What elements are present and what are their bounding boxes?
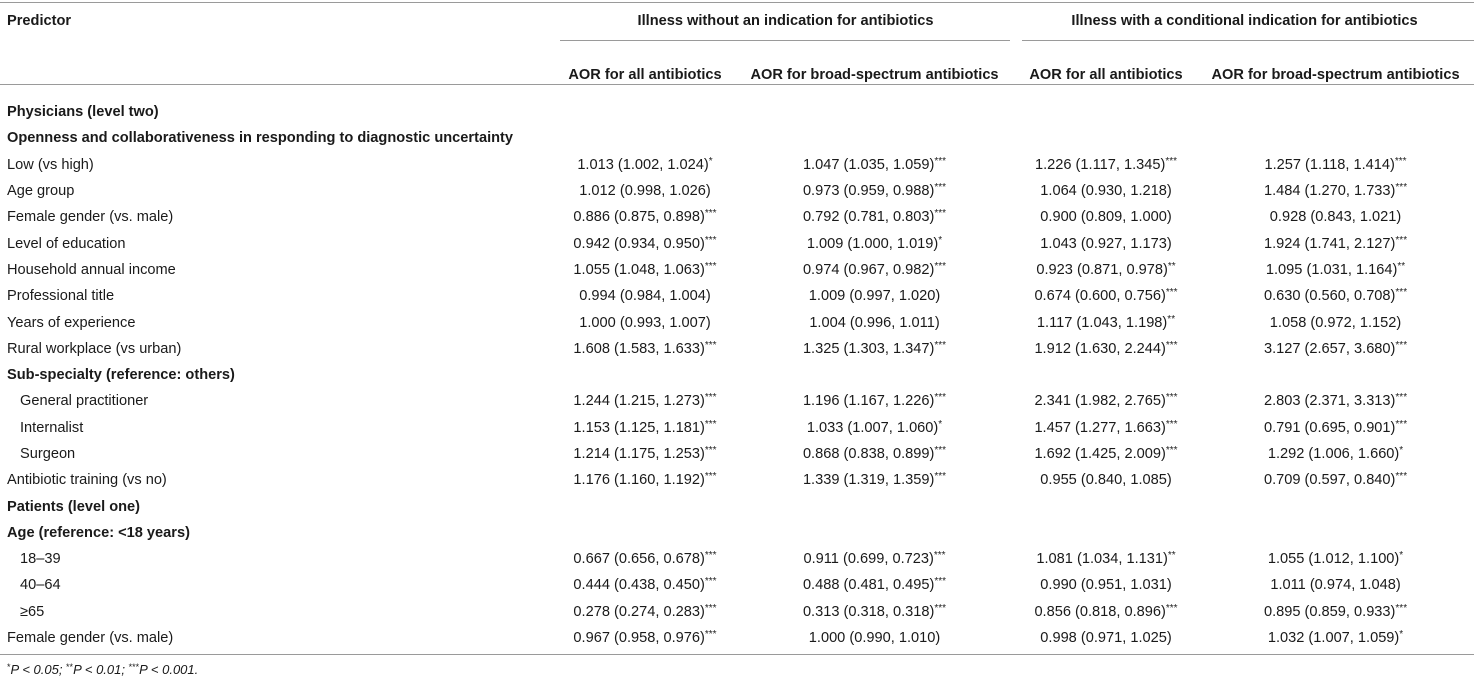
aor-cell bbox=[1015, 230, 1197, 256]
aor-cell bbox=[556, 441, 734, 467]
significance-marker: *** bbox=[1165, 287, 1178, 299]
aor-cell bbox=[1197, 388, 1474, 414]
table-row bbox=[0, 336, 1474, 362]
aor-value: 1.009 (1.000, 1.019) bbox=[806, 235, 939, 252]
significance-marker: * bbox=[1399, 445, 1404, 456]
significance-marker: *** bbox=[934, 392, 947, 404]
table-body bbox=[0, 99, 1474, 651]
aor-value: 0.313 (0.318, 0.318) bbox=[802, 603, 935, 620]
aor-cell bbox=[734, 257, 1015, 283]
aor-value: 1.032 (1.007, 1.059) bbox=[1267, 630, 1400, 647]
significance-marker: *** bbox=[934, 208, 947, 220]
table-row bbox=[0, 467, 1474, 493]
significance-marker: *** bbox=[704, 471, 717, 483]
aor-value: 2.803 (2.371, 3.313) bbox=[1263, 393, 1396, 410]
aor-value: 1.692 (1.425, 2.009) bbox=[1034, 446, 1166, 462]
table-row bbox=[0, 625, 1474, 651]
aor-value: 0.942 (0.934, 0.950) bbox=[573, 235, 705, 252]
aor-value: 1.004 (0.996, 1.011) bbox=[809, 314, 940, 331]
significance-marker: *** bbox=[934, 576, 947, 588]
table-row bbox=[0, 283, 1474, 309]
row-label: Low (vs high) bbox=[7, 156, 94, 173]
significance-marker: *** bbox=[934, 260, 947, 272]
aor-cell bbox=[734, 309, 1015, 335]
bottom-rule bbox=[0, 654, 1474, 655]
aor-value: 1.244 (1.215, 1.273) bbox=[573, 393, 705, 410]
row-label: Household annual income bbox=[7, 261, 176, 278]
significance-marker: ** bbox=[1397, 260, 1406, 272]
aor-value: 1.292 (1.006, 1.660) bbox=[1267, 446, 1400, 462]
aor-value: 0.928 (0.843, 1.021) bbox=[1269, 209, 1402, 226]
significance-marker: *** bbox=[704, 208, 717, 220]
aor-value: 1.000 (0.993, 1.007) bbox=[579, 314, 711, 331]
row-label: Years of experience bbox=[7, 314, 136, 331]
aor-cell bbox=[1197, 336, 1474, 362]
aor-cell bbox=[1015, 388, 1197, 414]
significance-marker: ** bbox=[1167, 313, 1176, 325]
table-row bbox=[0, 204, 1474, 230]
aor-cell bbox=[556, 467, 734, 493]
aor-value: 1.117 (1.043, 1.198) bbox=[1036, 314, 1168, 331]
aor-value: 0.967 (0.958, 0.976) bbox=[573, 630, 705, 647]
aor-value: 1.095 (1.031, 1.164) bbox=[1265, 261, 1398, 278]
aor-value: 0.856 (0.818, 0.896) bbox=[1034, 603, 1166, 620]
aor-cell bbox=[556, 625, 734, 651]
significance-marker: *** bbox=[704, 602, 717, 614]
aor-value: 1.012 (0.998, 1.026) bbox=[579, 183, 711, 200]
aor-value: 1.484 (1.270, 1.733) bbox=[1263, 183, 1396, 200]
aor-value: 1.000 (0.990, 1.010) bbox=[808, 630, 941, 647]
table-row bbox=[0, 415, 1474, 441]
table-row bbox=[0, 178, 1474, 204]
aor-cell bbox=[556, 309, 734, 335]
section-row bbox=[0, 125, 1474, 151]
aor-value: 1.064 (0.930, 1.218) bbox=[1040, 183, 1172, 200]
aor-cell bbox=[1015, 257, 1197, 283]
aor-value: 0.709 (0.597, 0.840) bbox=[1263, 472, 1396, 489]
aor-value: 0.998 (0.971, 1.025) bbox=[1040, 630, 1172, 647]
aor-cell bbox=[1197, 467, 1474, 493]
row-label: General practitioner bbox=[20, 393, 149, 410]
significance-marker: *** bbox=[704, 260, 717, 272]
row-label: Age group bbox=[7, 183, 75, 200]
significance-marker: *** bbox=[704, 234, 717, 246]
significance-marker: *** bbox=[934, 471, 947, 483]
aor-cell bbox=[734, 388, 1015, 414]
col-header: AOR for broad-spectrum antibiotics bbox=[750, 67, 999, 83]
aor-cell bbox=[1197, 152, 1474, 178]
significance-marker: *** bbox=[1165, 602, 1178, 614]
significance-marker: *** bbox=[934, 155, 947, 167]
aor-value: 0.792 (0.781, 0.803) bbox=[802, 209, 935, 226]
section-label: Patients (level one) bbox=[7, 498, 141, 515]
aor-cell bbox=[1015, 546, 1197, 572]
section-row bbox=[0, 520, 1474, 546]
aor-cell bbox=[734, 152, 1015, 178]
aor-value: 1.081 (1.034, 1.131) bbox=[1036, 551, 1168, 568]
significance-marker: * bbox=[938, 234, 943, 246]
significance-marker: *** bbox=[704, 418, 717, 430]
aor-cell bbox=[1197, 204, 1474, 230]
aor-value: 1.047 (1.035, 1.059) bbox=[802, 156, 935, 173]
section-row bbox=[0, 362, 1474, 388]
aor-cell bbox=[556, 336, 734, 362]
aor-value: 1.226 (1.117, 1.345) bbox=[1034, 156, 1166, 173]
aor-cell bbox=[1015, 283, 1197, 309]
aor-value: 1.013 (1.002, 1.024) bbox=[577, 156, 709, 173]
significance-marker: *** bbox=[934, 445, 947, 456]
table-row bbox=[0, 152, 1474, 178]
aor-value: 0.667 (0.656, 0.678) bbox=[573, 551, 705, 568]
aor-value: 0.791 (0.695, 0.901) bbox=[1263, 419, 1396, 436]
significance-marker: *** bbox=[1165, 155, 1178, 167]
aor-cell bbox=[1015, 625, 1197, 651]
row-label: Rural workplace (vs urban) bbox=[7, 340, 182, 357]
aor-value: 1.055 (1.048, 1.063) bbox=[573, 261, 705, 278]
aor-cell bbox=[556, 572, 734, 598]
aor-value: 0.674 (0.600, 0.756) bbox=[1034, 288, 1166, 305]
aor-value: 1.196 (1.167, 1.226) bbox=[802, 393, 935, 410]
aor-cell bbox=[1197, 415, 1474, 441]
section-label: Age (reference: <18 years) bbox=[7, 524, 190, 541]
aor-value: 0.630 (0.560, 0.708) bbox=[1263, 288, 1396, 305]
aor-cell bbox=[1197, 283, 1474, 309]
row-label: 18–39 bbox=[20, 551, 61, 568]
aor-cell bbox=[1015, 309, 1197, 335]
aor-value: 0.923 (0.871, 0.978) bbox=[1036, 261, 1168, 278]
aor-value: 0.868 (0.838, 0.899) bbox=[802, 446, 935, 462]
col-header: AOR for broad-spectrum antibiotics bbox=[1211, 67, 1460, 83]
aor-value: 1.214 (1.175, 1.253) bbox=[573, 446, 705, 462]
aor-cell bbox=[1197, 178, 1474, 204]
significance-marker: *** bbox=[1395, 392, 1408, 404]
significance-marker: *** bbox=[1395, 418, 1408, 430]
group2-header: Illness with a conditional indication for antibiotics bbox=[1071, 13, 1418, 29]
significance-marker: * bbox=[1399, 550, 1404, 562]
aor-cell bbox=[734, 599, 1015, 625]
aor-value: 1.325 (1.303, 1.347) bbox=[802, 340, 935, 357]
significance-marker: *** bbox=[1395, 339, 1408, 351]
aor-cell bbox=[734, 441, 1015, 467]
aor-value: 1.011 (0.974, 1.048) bbox=[1270, 577, 1401, 594]
aor-value: 0.974 (0.967, 0.982) bbox=[802, 261, 935, 278]
significance-marker: * bbox=[1399, 629, 1404, 641]
aor-cell bbox=[556, 152, 734, 178]
aor-cell bbox=[1015, 441, 1197, 467]
group1-header: Illness without an indication for antibiotics bbox=[637, 13, 934, 29]
aor-value: 1.153 (1.125, 1.181) bbox=[573, 419, 705, 436]
significance-marker: *** bbox=[1165, 339, 1178, 351]
aor-value: 0.488 (0.481, 0.495) bbox=[802, 577, 935, 594]
aor-cell bbox=[1197, 230, 1474, 256]
aor-cell bbox=[734, 230, 1015, 256]
significance-marker: *** bbox=[933, 550, 946, 562]
significance-marker: * bbox=[938, 418, 943, 430]
aor-value: 1.339 (1.319, 1.359) bbox=[802, 472, 935, 489]
table-row bbox=[0, 309, 1474, 335]
aor-cell bbox=[1197, 257, 1474, 283]
significance-marker: *** bbox=[1395, 234, 1408, 246]
row-label: Antibiotic training (vs no) bbox=[7, 472, 167, 489]
aor-value: 1.176 (1.160, 1.192) bbox=[573, 472, 705, 489]
aor-value: 0.895 (0.859, 0.933) bbox=[1263, 603, 1396, 620]
significance-marker: *** bbox=[704, 629, 717, 641]
aor-cell bbox=[556, 230, 734, 256]
table-row bbox=[0, 441, 1474, 467]
aor-value: 3.127 (2.657, 3.680) bbox=[1263, 340, 1396, 357]
table-row bbox=[0, 257, 1474, 283]
significance-marker: *** bbox=[934, 602, 947, 614]
aor-cell bbox=[734, 178, 1015, 204]
significance-marker: *** bbox=[704, 392, 717, 404]
significance-marker: *** bbox=[934, 339, 947, 351]
aor-cell bbox=[734, 204, 1015, 230]
aor-cell bbox=[556, 546, 734, 572]
header-row-columns bbox=[0, 57, 1474, 93]
aor-value: 0.886 (0.875, 0.898) bbox=[573, 209, 705, 226]
row-label: Professional title bbox=[7, 288, 115, 305]
significance-marker: *** bbox=[1165, 445, 1178, 456]
aor-value: 0.955 (0.840, 1.085) bbox=[1040, 472, 1172, 489]
aor-cell bbox=[1197, 441, 1474, 467]
aor-cell bbox=[1015, 152, 1197, 178]
aor-value: 1.043 (0.927, 1.173) bbox=[1040, 235, 1172, 252]
row-label: ≥65 bbox=[20, 603, 45, 620]
aor-cell bbox=[1015, 336, 1197, 362]
significance-marker: *** bbox=[1395, 287, 1408, 299]
table-row bbox=[0, 572, 1474, 598]
aor-cell bbox=[556, 388, 734, 414]
aor-value: 0.444 (0.438, 0.450) bbox=[573, 577, 705, 594]
col-header: AOR for all antibiotics bbox=[1029, 67, 1183, 83]
row-label: Surgeon bbox=[20, 446, 76, 462]
aor-cell bbox=[1015, 572, 1197, 598]
aor-value: 1.055 (1.012, 1.100) bbox=[1267, 551, 1400, 568]
significance-marker: *** bbox=[1165, 418, 1178, 430]
aor-cell bbox=[1015, 467, 1197, 493]
section-label: Physicians (level two) bbox=[7, 104, 159, 121]
aor-cell bbox=[1197, 599, 1474, 625]
significance-marker: * bbox=[708, 155, 713, 167]
significance-marker: *** bbox=[934, 182, 947, 194]
aor-value: 2.341 (1.982, 2.765) bbox=[1034, 393, 1166, 410]
aor-value: 0.278 (0.274, 0.283) bbox=[573, 603, 705, 620]
table-row bbox=[0, 230, 1474, 256]
section-row bbox=[0, 99, 1474, 125]
aor-value: 0.990 (0.951, 1.031) bbox=[1040, 577, 1172, 594]
aor-cell bbox=[734, 467, 1015, 493]
aor-cell bbox=[556, 415, 734, 441]
aor-cell bbox=[1015, 178, 1197, 204]
predictor-header: Predictor bbox=[7, 13, 72, 29]
section-label: Sub-specialty (reference: others) bbox=[7, 367, 235, 384]
header-row-groups bbox=[0, 0, 1474, 57]
significance-marker: *** bbox=[1165, 392, 1178, 404]
aor-value: 1.058 (0.972, 1.152) bbox=[1269, 314, 1402, 331]
aor-cell bbox=[734, 283, 1015, 309]
significance-marker: *** bbox=[1394, 155, 1407, 167]
significance-marker: ** bbox=[1167, 550, 1176, 562]
aor-cell bbox=[1197, 309, 1474, 335]
row-label: Level of education bbox=[7, 235, 126, 252]
aor-value: 0.911 (0.699, 0.723) bbox=[803, 551, 934, 568]
aor-value: 0.900 (0.809, 1.000) bbox=[1040, 209, 1172, 226]
aor-value: 1.257 (1.118, 1.414) bbox=[1264, 156, 1395, 173]
aor-value: 1.608 (1.583, 1.633) bbox=[573, 340, 705, 357]
aor-cell bbox=[556, 178, 734, 204]
aor-value: 1.009 (0.997, 1.020) bbox=[808, 288, 941, 305]
aor-value: 1.033 (1.007, 1.060) bbox=[806, 419, 939, 436]
table-row bbox=[0, 546, 1474, 572]
col-header: AOR for all antibiotics bbox=[568, 67, 722, 83]
footnote: *P < 0.05; **P < 0.01; ***P < 0.001. bbox=[7, 662, 199, 677]
aor-cell bbox=[734, 625, 1015, 651]
aor-cell bbox=[1197, 572, 1474, 598]
aor-cell bbox=[556, 283, 734, 309]
aor-value: 1.457 (1.277, 1.663) bbox=[1034, 419, 1166, 436]
significance-marker: *** bbox=[1395, 471, 1408, 483]
significance-marker: *** bbox=[704, 339, 717, 351]
aor-cell bbox=[556, 599, 734, 625]
row-label: Female gender (vs. male) bbox=[7, 630, 174, 647]
aor-value: 1.924 (1.741, 2.127) bbox=[1263, 235, 1396, 252]
significance-marker: ** bbox=[1167, 260, 1176, 272]
aor-cell bbox=[556, 204, 734, 230]
table-row bbox=[0, 599, 1474, 625]
row-label: Female gender (vs. male) bbox=[7, 209, 174, 226]
aor-value: 0.973 (0.959, 0.988) bbox=[802, 183, 935, 200]
aor-cell bbox=[1197, 546, 1474, 572]
aor-cell bbox=[734, 546, 1015, 572]
significance-marker: *** bbox=[704, 445, 717, 456]
aor-cell bbox=[734, 336, 1015, 362]
aor-value: 1.912 (1.630, 2.244) bbox=[1034, 340, 1166, 357]
aor-cell bbox=[1197, 625, 1474, 651]
aor-cell bbox=[1015, 415, 1197, 441]
aor-cell bbox=[734, 415, 1015, 441]
aor-cell bbox=[1015, 599, 1197, 625]
significance-marker: *** bbox=[704, 576, 717, 588]
section-label: Openness and collaborativeness in responding to diagnostic uncertainty bbox=[7, 130, 514, 147]
aor-cell bbox=[556, 257, 734, 283]
significance-marker: *** bbox=[704, 550, 717, 562]
aor-value: 0.994 (0.984, 1.004) bbox=[579, 288, 711, 305]
aor-cell bbox=[734, 572, 1015, 598]
row-label: 40–64 bbox=[20, 577, 61, 594]
aor-cell bbox=[1015, 204, 1197, 230]
row-label: Internalist bbox=[20, 419, 84, 436]
section-row bbox=[0, 493, 1474, 519]
significance-marker: *** bbox=[1395, 602, 1408, 614]
table-row bbox=[0, 388, 1474, 414]
significance-marker: *** bbox=[1395, 182, 1408, 194]
